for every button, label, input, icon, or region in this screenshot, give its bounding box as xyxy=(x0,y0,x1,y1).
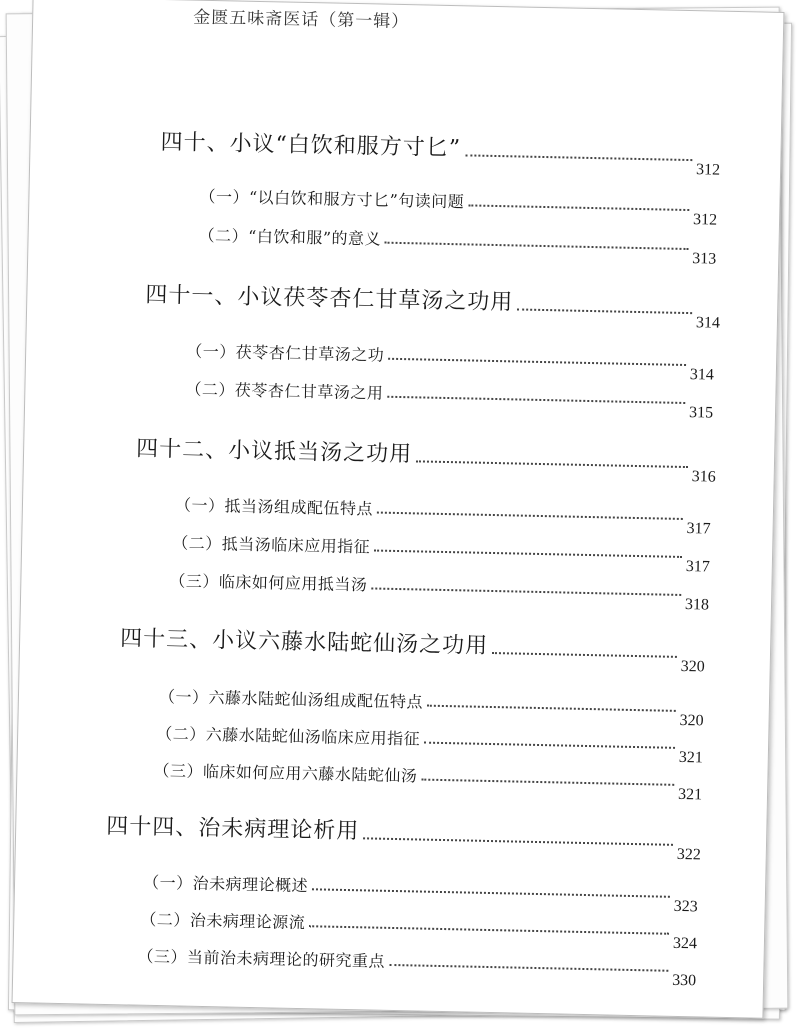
dot-leader xyxy=(424,742,675,749)
section-page: 320 xyxy=(679,711,704,730)
section-title: （三）临床如何应用六藤水陆蛇仙汤 xyxy=(153,760,418,786)
toc-section-40-2 xyxy=(198,223,717,268)
dot-leader xyxy=(371,587,681,595)
toc-page xyxy=(12,0,785,1019)
chapter-page: 320 xyxy=(680,657,705,676)
dot-leader xyxy=(492,652,677,658)
chapter-title: 四十一、小议茯苓杏仁甘草汤之功用 xyxy=(145,282,514,316)
section-page: 323 xyxy=(673,897,698,916)
dot-leader xyxy=(465,154,692,161)
dot-leader xyxy=(468,204,689,211)
toc-section-43-2 xyxy=(156,721,704,767)
dot-leader xyxy=(312,888,670,897)
chapter-page: 314 xyxy=(695,314,721,332)
section-page: 321 xyxy=(677,785,703,804)
dot-leader xyxy=(385,242,689,250)
section-page: 313 xyxy=(692,250,717,268)
chapter-page: 322 xyxy=(676,845,701,864)
toc-section-42-1 xyxy=(174,492,711,538)
running-header: 金匮五味斋医话（第一辑） xyxy=(193,7,410,33)
dot-leader xyxy=(377,512,683,520)
toc-section-41-1 xyxy=(186,339,715,384)
toc-section-43-3 xyxy=(153,758,703,804)
dot-leader xyxy=(389,964,668,972)
section-title: （二）六藤水陆蛇仙汤临床应用指征 xyxy=(156,723,421,749)
chapter-title: 四十三、小议六藤水陆蛇仙汤之功用 xyxy=(119,626,489,659)
section-title: （二）茯苓杏仁甘草汤之用 xyxy=(185,379,384,403)
section-page: 315 xyxy=(688,404,714,422)
section-page: 321 xyxy=(678,748,704,767)
toc-chapter-41 xyxy=(145,278,721,332)
dot-leader xyxy=(416,460,688,468)
chapter-title: 四十二、小议抵当汤之功用 xyxy=(135,436,413,468)
toc-chapter-43 xyxy=(119,621,706,676)
dot-leader xyxy=(517,308,692,314)
section-page: 314 xyxy=(689,366,715,384)
dot-leader xyxy=(309,925,669,935)
section-page: 317 xyxy=(685,558,710,576)
dot-leader xyxy=(421,779,674,786)
toc-section-40-1 xyxy=(199,184,718,229)
dot-leader xyxy=(388,358,686,366)
section-title: （一）抵当汤组成配伍特点 xyxy=(174,495,374,519)
section-title: （二）抵当汤临床应用指征 xyxy=(172,533,371,557)
chapter-title: 四十四、治未病理论析用 xyxy=(105,813,360,845)
section-title: （一）治未病理论概述 xyxy=(142,872,309,896)
toc-chapter-42 xyxy=(135,432,717,486)
section-page: 324 xyxy=(672,934,698,953)
dot-leader xyxy=(374,550,682,558)
toc-section-42-3 xyxy=(169,568,710,614)
chapter-page: 312 xyxy=(695,161,721,179)
dot-leader xyxy=(387,396,685,404)
toc-chapter-40 xyxy=(160,125,721,179)
section-page: 317 xyxy=(686,520,711,538)
dot-leader xyxy=(363,837,673,845)
section-title: （一）茯苓杏仁甘草汤之功 xyxy=(186,341,385,365)
chapter-title: 四十、小议“白饮和服方寸匕” xyxy=(160,129,462,162)
toc-section-43-1 xyxy=(158,684,704,730)
chapter-page: 316 xyxy=(691,468,716,486)
section-title: （一）六藤水陆蛇仙汤组成配伍特点 xyxy=(158,687,424,712)
toc-section-44-3 xyxy=(137,944,697,990)
toc-section-44-1 xyxy=(142,870,698,916)
section-title: （一）“以白饮和服方寸匕”句读问题 xyxy=(199,186,465,212)
toc-section-41-2 xyxy=(185,377,714,422)
section-page: 312 xyxy=(692,211,718,229)
section-page: 318 xyxy=(684,596,710,614)
section-page: 330 xyxy=(671,971,697,990)
toc-section-42-2 xyxy=(172,530,710,576)
toc-section-44-2 xyxy=(140,907,698,953)
section-title: （二）治未病理论源流 xyxy=(140,909,306,933)
toc-chapter-44 xyxy=(105,809,702,864)
section-title: （三）临床如何应用抵当汤 xyxy=(169,571,368,595)
dot-leader xyxy=(427,705,676,712)
section-title: （二）“白饮和服”的意义 xyxy=(198,225,382,249)
section-title: （三）当前治未病理论的研究重点 xyxy=(137,946,386,971)
